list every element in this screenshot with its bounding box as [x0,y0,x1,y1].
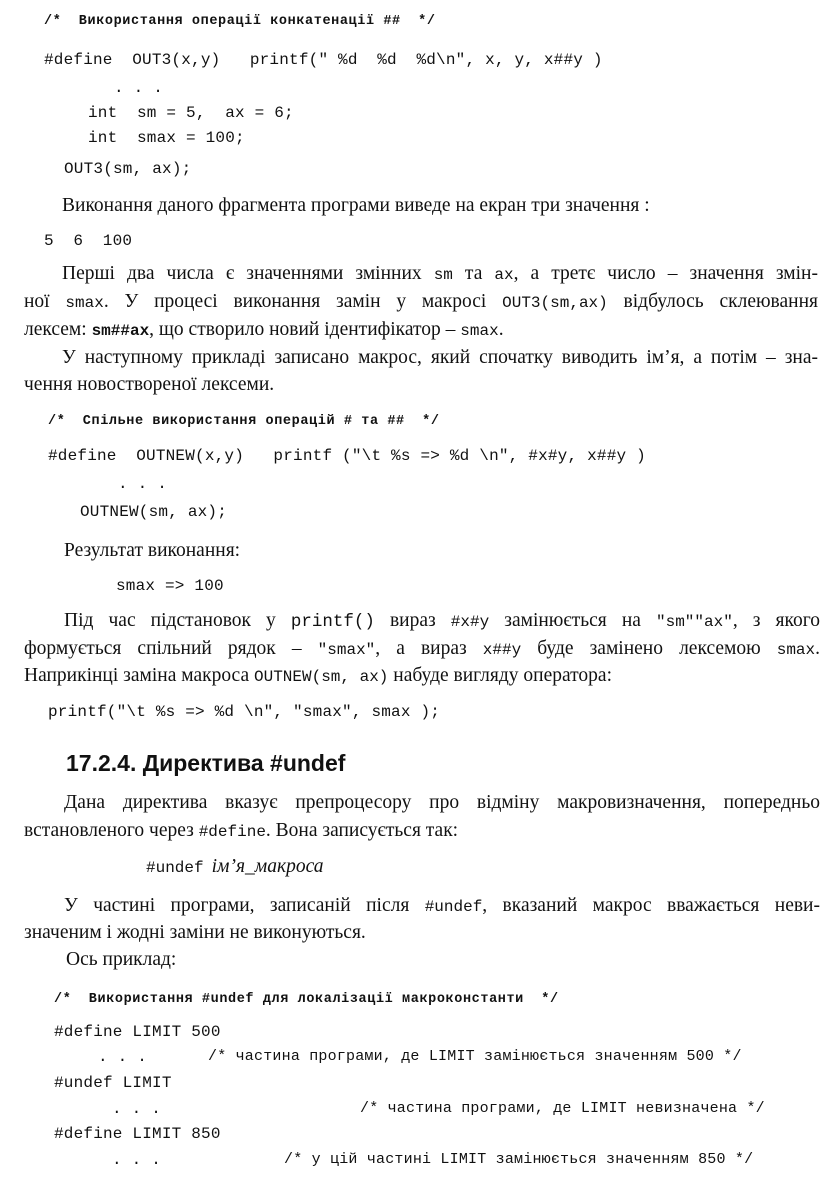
paragraph-line: Наприкінці заміна макроса OUTNEW(sm, ax) набуде вигляду оператора: [24,665,612,686]
code-comment-limit-undefined: /* частина програми, де LIMIT невизначена */ [360,1100,765,1117]
code-ellipsis: . . . [114,79,164,97]
code-define-limit-500: #define LIMIT 500 [54,1023,221,1041]
code-define-outnew: #define OUTNEW(x,y) printf ("\t %s => %d \n", #x#y, x##y ) [48,447,646,465]
code-ellipsis: . . . [118,475,168,493]
paragraph-line: ної smax. У процесі виконання замін у макросі OUT3(sm,ax) відбулось склеювання [24,291,818,312]
paragraph-result-label: Результат виконання: [64,540,241,561]
code-call-out3: OUT3(sm, ax); [64,160,192,178]
code-define-out3: #define OUT3(x,y) printf(" %d %d %d\n", x, y, x##y ) [44,51,603,69]
paragraph-output-intro: Виконання даного фрагмента програми виведе на екран три значення : [62,195,650,216]
code-printf-result: printf("\t %s => %d \n", "smax", smax ); [48,703,441,721]
paragraph-line: У наступному прикладі записано макрос, який спочатку виводить ім’я, а потім – зна- [62,347,818,368]
code-comment-limit-500: /* частина програми, де LIMIT замінюється значенням 500 */ [208,1048,742,1065]
paragraph-line: формується спільний рядок – "smax", а вираз x##y буде замінено лексемою smax. [24,638,820,659]
paragraph-line: У частині програми, записаній після #undef, вказаний макрос вважається неви- [64,895,820,916]
paragraph-line: Перші два числа є значеннями змінних sm та ax, а третє число – значення змін- [62,263,818,284]
code-undef-limit: #undef LIMIT [54,1074,172,1092]
code-comment-limit-850: /* у цій частині LIMIT замінюється значенням 850 */ [284,1151,754,1168]
code-int-sm-ax: int sm = 5, ax = 6; [88,104,294,122]
code-ellipsis: . . . [112,1100,162,1118]
program-output: smax => 100 [116,577,224,595]
syntax-undef: #undef ім’я_макроса [146,856,324,877]
program-output: 5 6 100 [44,232,133,250]
paragraph-line: значеним і жодні заміни не виконуються. [24,922,366,943]
section-heading: 17.2.4. Директива #undef [66,750,346,776]
paragraph-line: Під час підстановок у printf() вираз #x#y замінюється на "sm""ax", з якого [64,610,820,632]
code-comment-undef: /* Використання #undef для локалізації макроконстанти */ [54,992,559,1007]
paragraph-line: чення новоствореної лексеми. [24,374,275,395]
code-ellipsis: . . . [98,1048,148,1066]
code-call-outnew: OUTNEW(sm, ax); [80,503,228,521]
code-ellipsis: . . . [112,1151,162,1169]
code-comment-shared: /* Спільне використання операцій # та ## */ [48,414,440,429]
code-int-smax: int smax = 100; [88,129,245,147]
code-comment-concatenation: /* Використання операції конкатенації ## */ [44,14,436,29]
paragraph-example-label: Ось приклад: [66,949,177,970]
paragraph-line: лексем: sm##ax, що створило новий ідентифікатор – smax. [24,319,504,340]
paragraph-line: встановленого через #define. Вона записується так: [24,820,459,841]
code-define-limit-850: #define LIMIT 850 [54,1125,221,1143]
paragraph-line: Дана директива вказує препроцесору про відміну макровизначення, попередньо [64,792,820,813]
